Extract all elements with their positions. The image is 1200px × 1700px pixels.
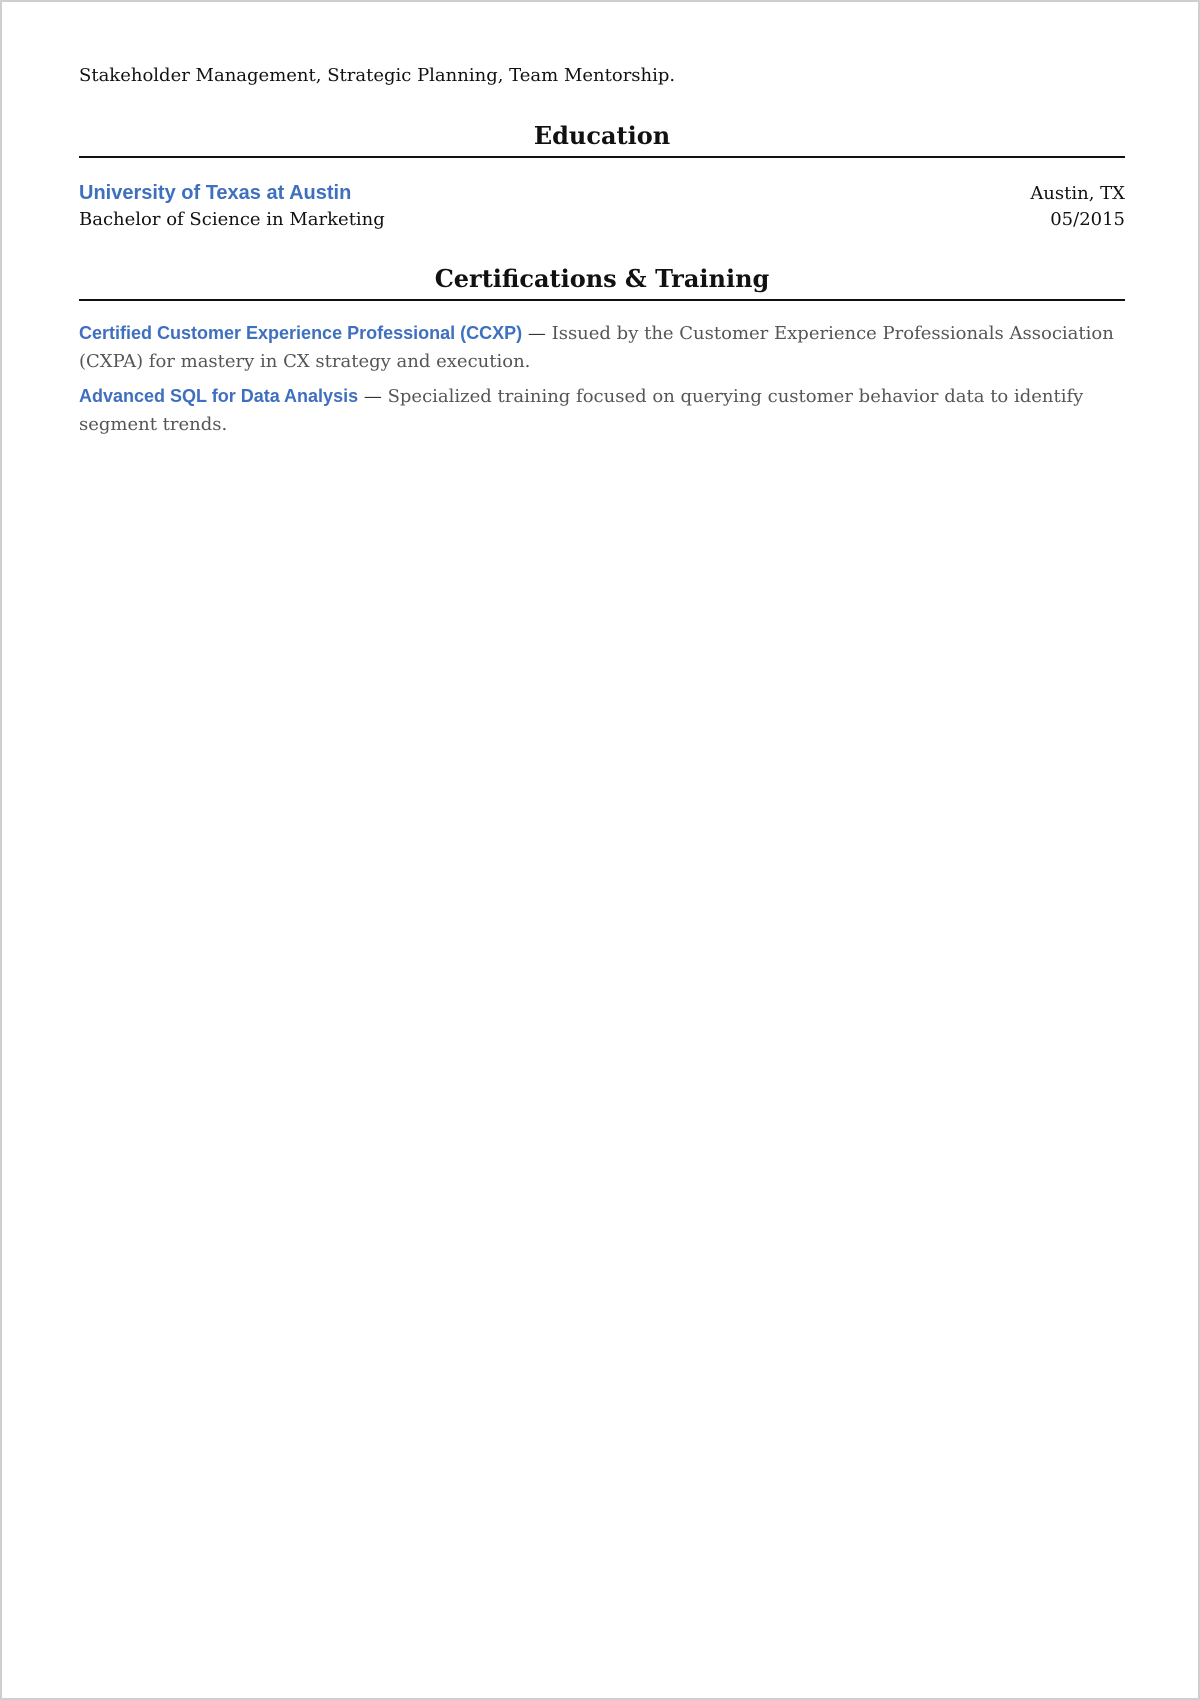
certifications-list (79, 319, 1125, 439)
education-heading: Education (533, 121, 671, 150)
education-entry (79, 180, 1125, 233)
certification-separator: — (363, 386, 382, 407)
certification-description: Specialized training focused on querying customer behavior data to identify segment trends. (79, 386, 1084, 435)
education-school: University of Texas at Austin (79, 182, 352, 204)
certification-separator: — (527, 323, 546, 344)
education-entry-bottom-row (79, 207, 1125, 233)
certifications-divider (79, 299, 1125, 301)
certification-name: Certified Customer Experience Professional (CCXP) (79, 323, 523, 343)
certification-name: Advanced SQL for Data Analysis (79, 386, 359, 406)
skills-line: Stakeholder Management, Strategic Planning, Team Mentorship. (79, 65, 676, 86)
certification-description: Issued by the Customer Experience Professionals Association (CXPA) for mastery in CX strategy and execution. (79, 323, 1114, 372)
certification-item (79, 382, 1125, 439)
education-degree: Bachelor of Science in Marketing (79, 209, 385, 230)
resume-content (79, 62, 1125, 445)
education-date: 05/2015 (1050, 209, 1125, 230)
certifications-heading: Certifications & Training (434, 264, 770, 293)
certification-item (79, 319, 1125, 376)
education-divider (79, 156, 1125, 158)
education-entry-top-row (79, 180, 1125, 207)
education-location: Austin, TX (1030, 183, 1125, 204)
